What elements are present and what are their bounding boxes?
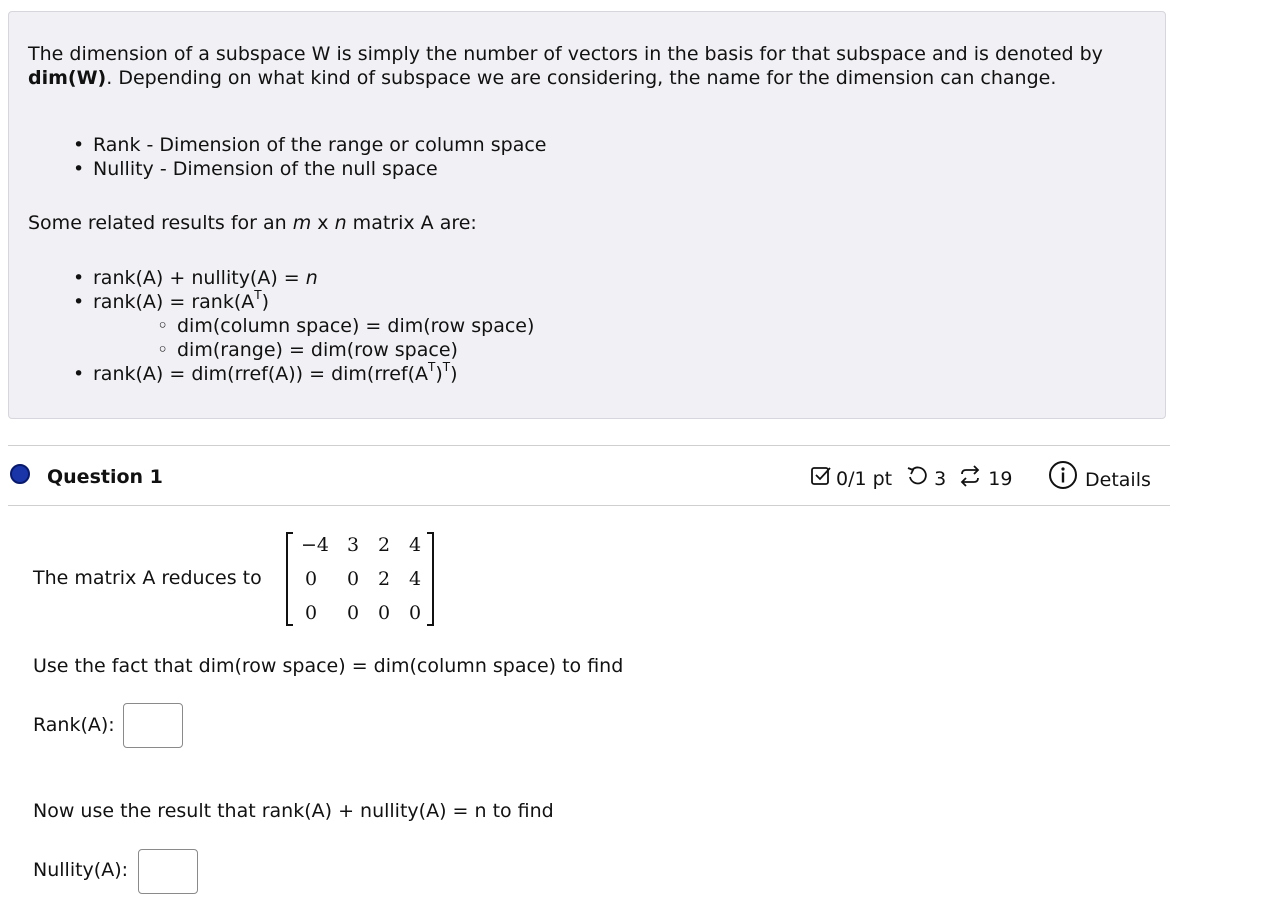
dimension-names-list [73,133,547,181]
list-item-rank: • Rank - Dimension of the range or column space [73,133,547,157]
intro-bold-dimw: dim(W) [28,67,107,89]
divider-bottom [8,505,1170,506]
details-link[interactable]: Details [1085,469,1151,491]
result3-text-b: ) [435,363,443,385]
info-panel [8,11,1166,419]
matrix-cell: 4 [408,534,422,556]
results-x: x [311,212,335,234]
results-list [73,266,534,386]
results-text-a: Some related results for an [28,212,293,234]
result1-n: n [305,267,318,289]
attempts-icon [958,465,982,493]
matrix-cell: 0 [304,602,318,624]
matrix-cell: −4 [300,534,329,556]
question-meta [810,465,1012,493]
result3-text-c: ) [450,363,458,385]
result3-sup1: T [428,359,436,374]
rank-input[interactable] [123,703,183,748]
matrix-cell: 3 [346,534,360,556]
nullity-label: Nullity(A): [33,859,129,881]
retry-icon [906,465,928,493]
sub-results-list [93,314,534,362]
sub-result-range-row: ◦ dim(range) = dim(row space) [157,338,534,362]
matrix-cell: 0 [304,568,318,590]
divider-top [8,445,1170,446]
matrix-cell: 0 [377,602,391,624]
checkbox-icon [810,465,832,493]
result3-sup2: T [442,359,451,374]
intro-text-a: The dimension of a subspace W is simply the number of vectors in the basis for that subspace and is denoted by [28,43,1103,65]
result-rank-transpose [73,287,535,362]
reduces-text: The matrix A reduces to [33,567,262,589]
result2-sup: T [254,287,262,302]
now-use-text: Now use the result that rank(A) + nullity(A) = n to find [33,800,554,822]
intro-paragraph [28,42,1138,90]
results-intro [28,211,477,235]
results-m: m [292,212,312,234]
results-n: n [334,212,347,234]
sub-result-column-row: ◦ dim(column space) = dim(row space) [157,314,534,338]
result-rank-nullity [73,266,534,290]
list-item-nullity: • Nullity - Dimension of the null space [73,157,547,181]
rank-label: Rank(A): [33,714,115,736]
nullity-input[interactable] [138,849,198,894]
result2-text-a: rank(A) = rank(A [93,291,255,313]
matrix-cell: 0 [346,568,360,590]
matrix-cell: 2 [377,568,391,590]
retries-count: 3 [934,468,947,490]
attempts-count: 19 [988,468,1013,490]
score-text: 0/1 pt [836,468,893,490]
matrix-cell: 0 [408,602,422,624]
result2-text-b: ) [261,291,269,313]
matrix-cell: 0 [346,602,360,624]
matrix-cell: 2 [377,534,391,556]
result3-text-a: rank(A) = dim(rref(A)) = dim(rref(A [93,363,428,385]
info-icon[interactable] [1048,460,1078,495]
results-text-b: matrix A are: [346,212,477,234]
matrix-left-bracket [286,532,293,626]
matrix-cell: 4 [408,568,422,590]
use-fact-text: Use the fact that dim(row space) = dim(column space) to find [33,655,624,677]
question-title: Question 1 [47,466,163,488]
intro-text-b: . Depending on what kind of subspace we are considering, the name for the dimension can change. [106,67,1057,89]
result1-text: rank(A) + nullity(A) = [93,267,306,289]
matrix-a [286,530,434,628]
result-rank-rref [73,359,534,386]
question-status-dot [10,464,30,484]
